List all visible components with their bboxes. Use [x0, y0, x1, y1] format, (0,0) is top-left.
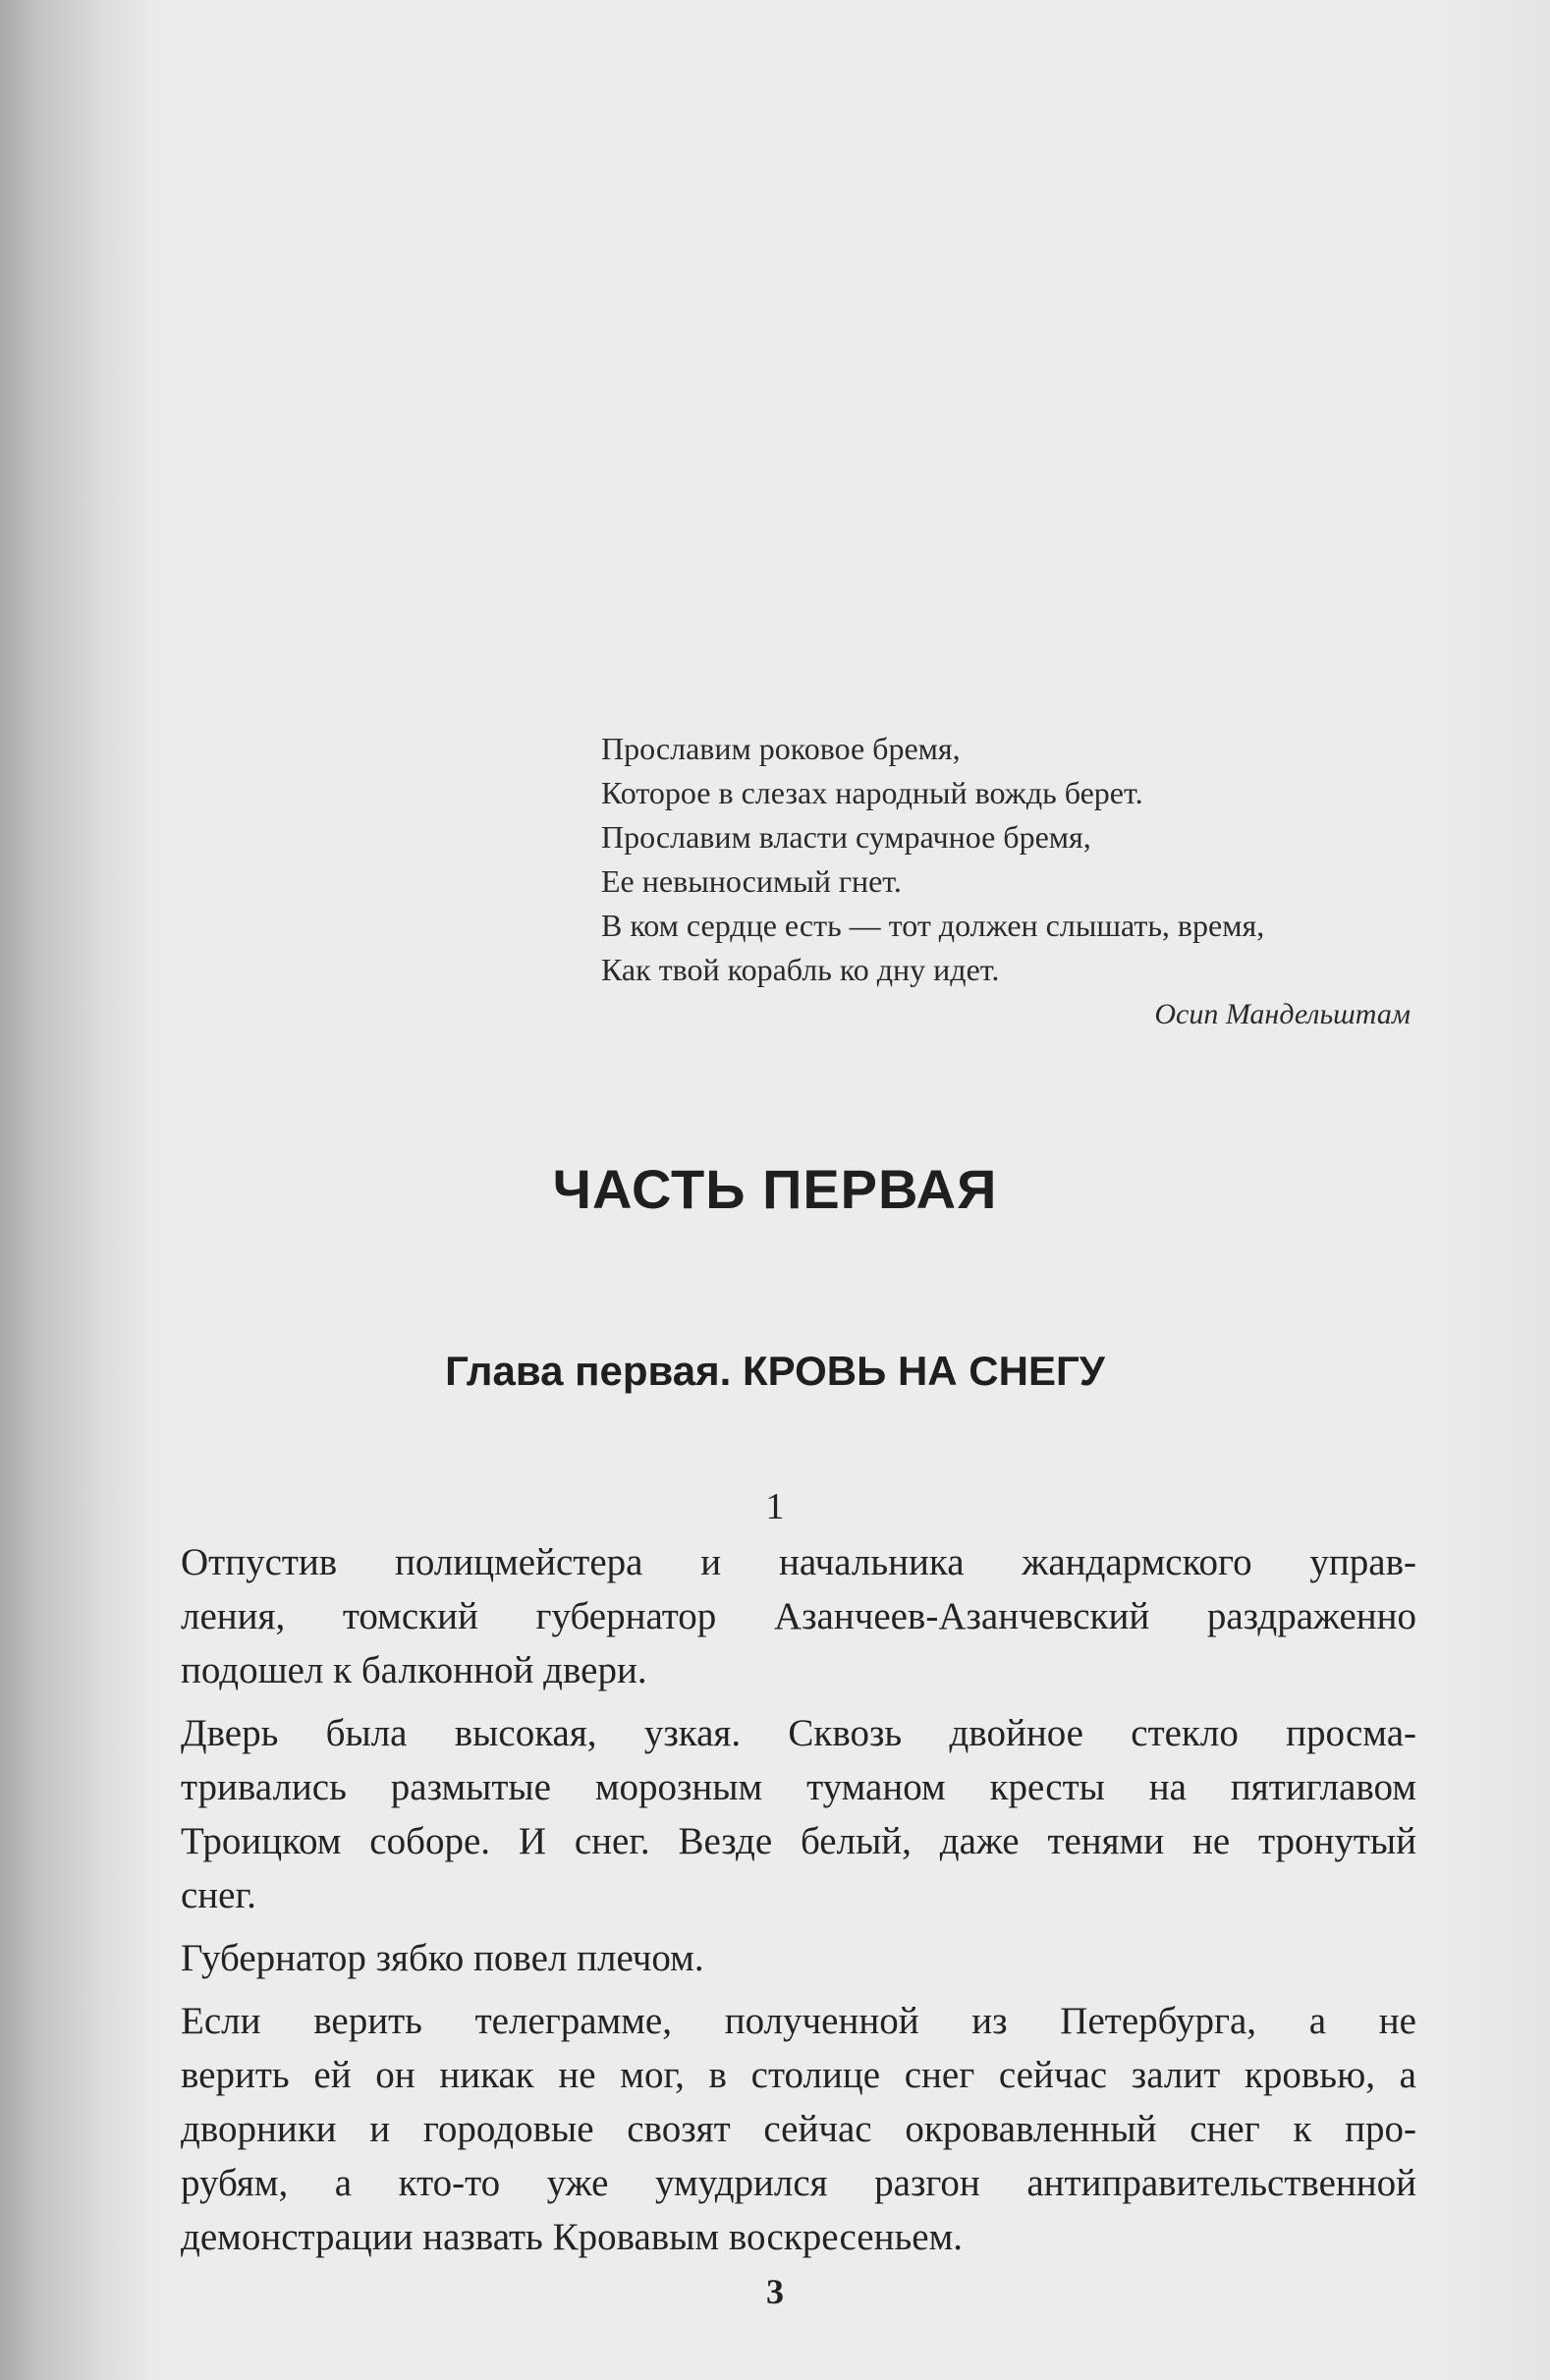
paragraph — [181, 1535, 1416, 1697]
text-line: верить ей он никак не мог, в столице снег сейчас залит кровью, а — [181, 2054, 1416, 2096]
text-line: Дверь была высокая, узкая. Сквозь двойное стекло просма- — [181, 1712, 1416, 1754]
text-line: Если верить телеграмме, полученной из Петербурга, а не — [181, 2000, 1416, 2042]
body-text — [181, 1535, 1416, 2273]
chapter-title: Глава первая. КРОВЬ НА СНЕГУ — [445, 1348, 1105, 1394]
text-line: дворники и городовые свозят сейчас окровавленный снег к про- — [181, 2108, 1416, 2150]
epigraph-line: Которое в слезах народный вождь берет. — [601, 775, 1143, 810]
text-line: демонстрации назвать Кровавым воскресеньем. — [181, 2216, 963, 2258]
epigraph-line: Прославим роковое бремя, — [601, 731, 961, 766]
text-line: подошел к балконной двери. — [181, 1649, 647, 1691]
epigraph-line: Ее невыносимый гнет. — [601, 863, 902, 899]
paragraph — [181, 1994, 1416, 2264]
text-line: Отпустив полицмейстера и начальника жандармского управ- — [181, 1541, 1416, 1583]
paragraph — [181, 1706, 1416, 1922]
epigraph-line: Прославим власти сумрачное бремя, — [601, 819, 1091, 855]
epigraph-author: Осип Мандельштам — [1154, 998, 1411, 1030]
paragraph — [181, 1931, 1416, 1985]
epigraph-line: Как твой корабль ко дну идет. — [601, 952, 1000, 987]
text-line: Губернатор зябко повел плечом. — [181, 1937, 704, 1979]
part-title: ЧАСТЬ ПЕРВАЯ — [552, 1158, 998, 1220]
epigraph — [601, 727, 1416, 1036]
text-line: тривались размытые морозным туманом кресты на пятиглавом — [181, 1766, 1416, 1808]
section-number: 1 — [765, 1486, 785, 1527]
epigraph-line: В ком сердце есть — тот должен слышать, время, — [601, 908, 1265, 943]
text-line: снег. — [181, 1874, 256, 1916]
text-line: Троицком соборе. И снег. Везде белый, даже тенями не тронутый — [181, 1820, 1416, 1862]
text-line: рубям, а кто-то уже умудрился разгон антиправительственной — [181, 2162, 1416, 2204]
text-line: ления, томский губернатор Азанчеев-Азанчевский раздраженно — [181, 1595, 1416, 1637]
page-number: 3 — [766, 2272, 784, 2311]
